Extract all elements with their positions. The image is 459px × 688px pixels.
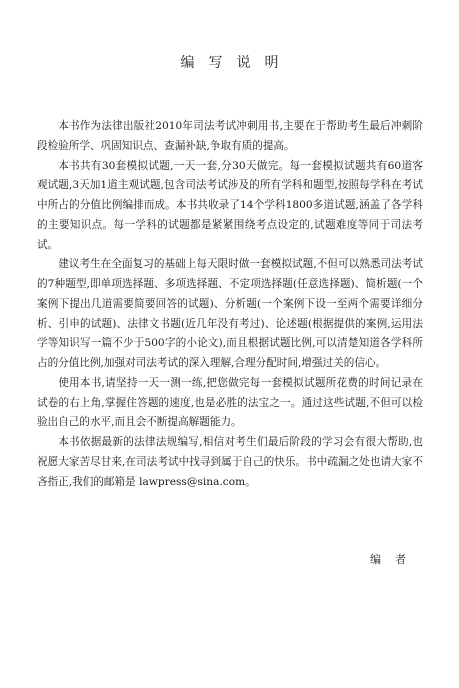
paragraph-1: 本书作为法律出版社2010年司法考试冲刺用书,主要在于帮助考生最后冲刺阶段检验所学、巩固知识点、查漏补缺,争取有质的提高。 xyxy=(37,120,423,152)
paragraph-3: 建议考生在全面复习的基础上每天限时做一套模拟试题,不但可以熟悉司法考试的7种题型,即单项选择题、多项选择题、不定项选择题(任意选择题)、简析题(一个案例下提出几道需要简要回答的试题)、分析题(一个案例下设一至两个需要详细分析、引申的试题)、法律文书题(近几年没有考过)、论述题(根据提供的案例,运用法学等知识写一篇不少于500字的小论文),而且根据试题比例,可以清楚知道各学科所占的分值比例,加强对司法考试的深入理解,合理分配时间,增强过关的信心。 xyxy=(37,258,423,369)
page-title: 编写说明 xyxy=(180,55,293,71)
author-signature: 编者 xyxy=(370,553,420,566)
paragraph-4: 使用本书,请坚持一天一测一练,把您做完每一套模拟试题所花费的时间记录在试卷的右上角,掌握住答题的速度,也是必胜的法宝之一。通过这些试题,不但可以检验出自己的水平,而且会不断提高解题能力。 xyxy=(37,376,423,429)
body-text xyxy=(37,117,423,492)
paragraph-2: 本书共有30套模拟试题,一天一套,分30天做完。每一套模拟试题共有60道客观试题,3天加1道主观试题,包含司法考试涉及的所有学科和题型,按照每学科在考试中所占的分值比例编排而成。本书共收录了14个学科1800多道试题,涵盖了各学科的主要知识点。每一学科的试题都是紧紧围绕考点设定的,试题难度等同于司法考试。 xyxy=(37,159,423,251)
paragraph-5: 本书依据最新的法律法规编写,相信对考生们最后阶段的学习会有很大帮助,也祝愿大家苦尽甘来,在司法考试中找寻到属于自己的快乐。书中疏漏之处也请大家不吝指正,我们的邮箱是 lawpress@sina.com。 xyxy=(37,436,423,488)
